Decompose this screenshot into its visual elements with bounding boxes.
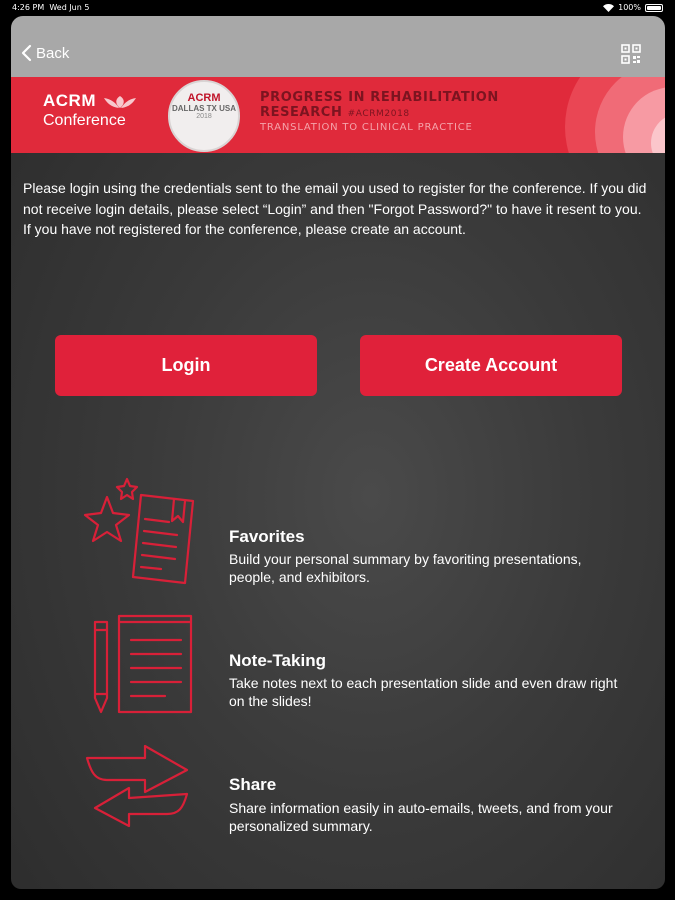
- seal-dallas-text: DALLAS TX USA: [172, 104, 236, 113]
- feature-favorites: [83, 475, 643, 585]
- battery-icon: [645, 4, 663, 12]
- note-taking-description: Take notes next to each presentation slide and even draw right on the slides!: [229, 675, 618, 709]
- status-time-text: 4:26 PM: [12, 3, 45, 12]
- favorites-title: Favorites: [229, 527, 305, 546]
- qr-scan-button[interactable]: [621, 44, 641, 69]
- headline-tagline: TRANSLATION TO CLINICAL PRACTICE: [260, 122, 473, 133]
- back-label: Back: [36, 44, 70, 62]
- headline-hashtag: #ACRM2018: [347, 109, 410, 119]
- dallas-seal: [168, 80, 240, 152]
- back-button[interactable]: [21, 44, 69, 62]
- create-account-button[interactable]: Create Account: [360, 335, 622, 396]
- seal-year-text: 2018: [196, 113, 212, 120]
- favorites-description: Build your personal summary by favoriting presentations, people, and exhibitors.: [229, 551, 582, 585]
- headline-line2: [260, 105, 499, 120]
- acrm-logo-text: ACRM: [43, 91, 96, 110]
- intro-text: Please login using the credentials sent to the email you used to register for the conference. If you did not receive login details, please select “Login” and then "Forgot Password?" to have it resent to you. If you have not registered for the conference, please create an account.: [23, 180, 647, 237]
- headline-research: RESEARCH: [260, 105, 343, 120]
- favorites-icon: [83, 475, 203, 587]
- lotus-icon: [101, 95, 139, 109]
- share-arrows-icon: [83, 742, 203, 842]
- status-right: [603, 3, 663, 12]
- feature-share: [83, 742, 643, 852]
- share-description: Share information easily in auto-emails, tweets, and from your personalized summary.: [229, 800, 613, 834]
- app-window: [11, 16, 665, 889]
- status-bar: [0, 0, 675, 16]
- notepad-icon: [83, 606, 203, 718]
- status-time: [12, 3, 89, 12]
- seal-acrm-text: ACRM: [187, 92, 221, 104]
- nav-bar: [11, 16, 665, 77]
- feature-note-taking: [83, 606, 643, 716]
- wifi-icon: [603, 4, 614, 12]
- login-button[interactable]: Login: [55, 335, 317, 396]
- conference-logo-text: Conference: [43, 112, 126, 129]
- status-date-text: Wed Jun 5: [49, 3, 90, 12]
- headline-line1: PROGRESS IN REHABILITATION: [260, 90, 499, 105]
- banner-swoosh-graphic: [505, 77, 665, 153]
- banner-headline: [260, 90, 499, 133]
- acrm-logo: [43, 91, 139, 130]
- conference-banner: [11, 77, 665, 153]
- share-title: Share: [229, 775, 277, 794]
- note-taking-title: Note-Taking: [229, 651, 326, 670]
- chevron-left-icon: [21, 44, 32, 62]
- qr-code-icon: [621, 44, 641, 64]
- battery-percent: 100%: [618, 3, 641, 12]
